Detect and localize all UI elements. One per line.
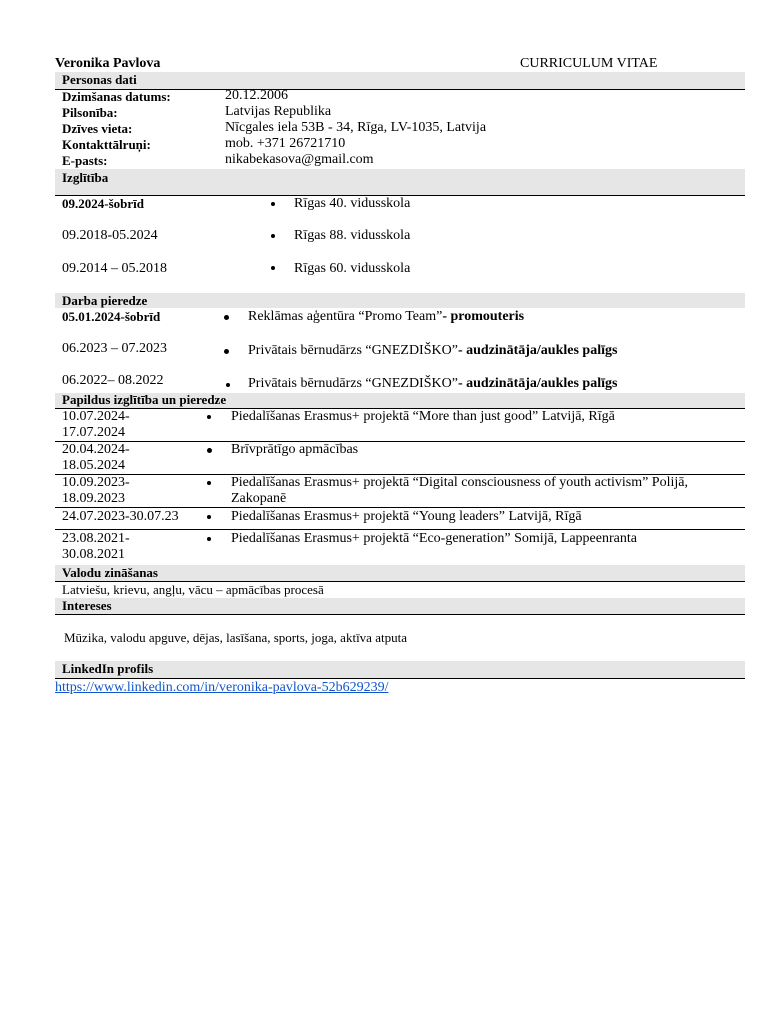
work-period: 06.2023 – 07.2023 [62, 341, 167, 356]
section-heading-personal: Personas dati [62, 72, 137, 87]
education-period: 09.2018-05.2024 [62, 228, 158, 243]
extra-period-start: 10.09.2023- [62, 475, 130, 490]
section-heading-interests: Intereses [62, 598, 112, 613]
work-period: 05.01.2024-šobrīd [62, 309, 161, 324]
bullet-icon [224, 349, 229, 354]
work-separator: - [442, 309, 451, 324]
cv-document [55, 0, 745, 1024]
extra-text: Piedalīšanas Erasmus+ projektā “Eco-generation” Somijā, Lappeenranta [231, 531, 637, 546]
languages-text: Latviešu, krievu, angļu, vācu – apmācības procesā [62, 582, 324, 597]
education-school: Rīgas 88. vidusskola [294, 228, 411, 243]
section-bar-languages [55, 565, 745, 581]
extra-text: Brīvprātīgo apmācības [231, 442, 359, 457]
section-rule [55, 614, 745, 615]
extra-period-end: 18.09.2023 [62, 491, 125, 506]
bullet-icon [271, 202, 275, 206]
value-phone: mob. +371 26721710 [225, 136, 346, 151]
section-bar-education [55, 169, 745, 195]
section-rule [55, 678, 745, 679]
applicant-name: Veronika Pavlova [55, 56, 161, 71]
row-rule [55, 507, 745, 508]
section-heading-linkedin: LinkedIn profils [62, 661, 154, 676]
bullet-icon [207, 515, 211, 519]
label-address: Dzīves vieta: [62, 121, 133, 136]
row-rule [55, 441, 745, 442]
extra-text-line-1: Piedalīšanas Erasmus+ projektā “Digital consciousness of youth activism” Polijā, [231, 475, 688, 490]
bullet-icon [226, 383, 230, 387]
work-entry [248, 309, 524, 325]
section-heading-education: Izglītība [62, 170, 109, 185]
label-birth-date: Dzimšanas datums: [62, 89, 171, 104]
section-heading-languages: Valodu zināšanas [62, 565, 158, 580]
row-rule [55, 529, 745, 530]
education-period: 09.2014 – 05.2018 [62, 261, 167, 276]
bullet-icon [207, 481, 211, 485]
extra-period-start: 10.07.2024- [62, 409, 130, 424]
section-bar-linkedin [55, 661, 745, 678]
bullet-icon [271, 266, 275, 270]
extra-period-end: 17.07.2024 [62, 425, 125, 440]
section-heading-extra: Papildus izglītība un pieredze [62, 392, 227, 407]
value-address: Nīcgales iela 53B - 34, Rīga, LV-1035, Latvija [225, 120, 487, 135]
bullet-icon [207, 415, 211, 419]
extra-period-end: 18.05.2024 [62, 458, 125, 473]
work-role: audzinātāja/aukles palīgs [466, 376, 618, 391]
work-role: audzinātāja/aukles palīgs [466, 343, 618, 358]
education-period: 09.2024-šobrīd [62, 196, 144, 211]
value-citizenship: Latvijas Republika [225, 104, 332, 119]
bullet-icon [207, 448, 212, 453]
extra-period-start: 20.04.2024- [62, 442, 130, 457]
extra-text: Piedalīšanas Erasmus+ projektā “Young leaders” Latvijā, Rīgā [231, 509, 582, 524]
bullet-icon [224, 315, 229, 320]
work-place: Privātais bērnudārzs “GNEZDIŠKO” [248, 343, 458, 358]
bullet-icon [207, 537, 211, 541]
label-email: E-pasts: [62, 153, 108, 168]
linkedin-link[interactable]: https://www.linkedin.com/in/veronika-pavlova-52b629239/ [55, 680, 389, 695]
work-place: Privātais bērnudārzs “GNEZDIŠKO” [248, 376, 458, 391]
work-role: promouteris [450, 309, 525, 324]
value-email[interactable]: nikabekasova@gmail.com [225, 152, 374, 167]
section-heading-work: Darba pieredze [62, 293, 148, 308]
label-citizenship: Pilsonība: [62, 105, 118, 120]
work-period: 06.2022– 08.2022 [62, 373, 164, 388]
value-birth-date: 20.12.2006 [225, 88, 288, 103]
extra-period-end: 30.08.2021 [62, 547, 125, 562]
work-entry [248, 376, 617, 392]
document-title: CURRICULUM VITAE [520, 56, 658, 71]
bullet-icon [271, 234, 275, 238]
section-bar-personal [55, 72, 745, 89]
extra-period: 24.07.2023-30.07.23 [62, 509, 179, 524]
interests-text: Mūzika, valodu apguve, dējas, lasīšana, sports, joga, aktīva atputa [64, 630, 407, 645]
education-school: Rīgas 60. vidusskola [294, 261, 411, 276]
section-bar-work [55, 293, 745, 308]
work-place: Reklāmas aģentūra “Promo Team” [248, 309, 443, 324]
work-separator: - [457, 376, 467, 391]
extra-period-start: 23.08.2021- [62, 531, 130, 546]
extra-text-line-2: Zakopanē [231, 491, 287, 506]
education-school: Rīgas 40. vidusskola [294, 196, 411, 211]
extra-text: Piedalīšanas Erasmus+ projektā “More than just good” Latvijā, Rīgā [231, 409, 615, 424]
work-separator: - [457, 343, 467, 358]
work-entry [248, 343, 617, 359]
label-phone: Kontakttālruņi: [62, 137, 151, 152]
section-bar-interests [55, 598, 745, 614]
